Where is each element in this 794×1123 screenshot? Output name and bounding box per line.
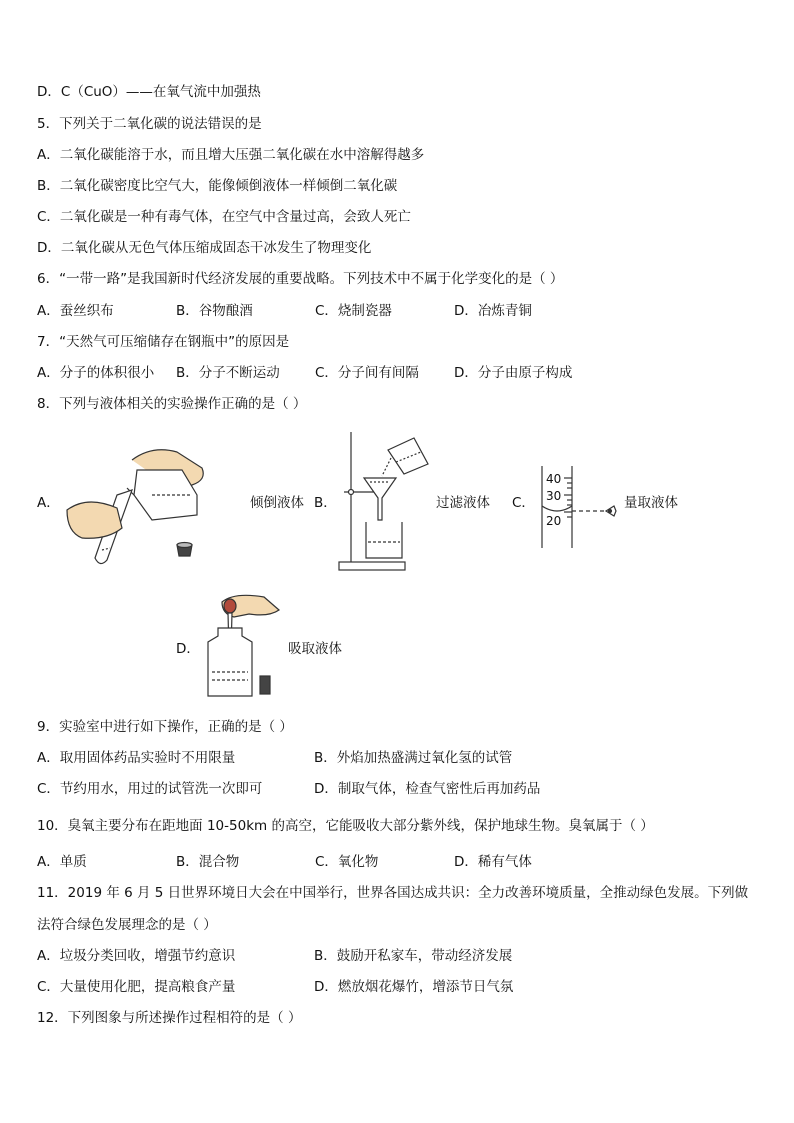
q5-option-a: A．二氧化碳能溶于水，而且增大压强二氧化碳在水中溶解得越多 xyxy=(37,147,425,163)
q6-option-b: B．谷物酿酒 xyxy=(176,303,253,319)
q9-option-b: B．外焰加热盛满过氧化氢的试管 xyxy=(314,750,513,766)
q9-option-c: C．节约用水，用过的试管洗一次即可 xyxy=(37,781,263,797)
q8-option-d-caption: 吸取液体 xyxy=(288,641,342,657)
q10-option-b: B．混合物 xyxy=(176,854,240,870)
cylinder-tick-40: 40 xyxy=(546,472,562,486)
q6-stem: 6．“一带一路”是我国新时代经济发展的重要战略。下列技术中不属于化学变化的是（ ） xyxy=(37,271,564,287)
q9-option-d: D．制取气体，检查气密性后再加药品 xyxy=(314,781,541,797)
q8-option-b-caption: 过滤液体 xyxy=(436,495,490,511)
q7-option-b: B．分子不断运动 xyxy=(176,365,280,381)
q11-stem-line1: 11．2019 年 6 月 5 日世界环境日大会在中国举行，世界各国达成共识：全力改善环境质量，全推动绿色发展。下列做 xyxy=(37,885,749,901)
q8-stem: 8．下列与液体相关的实验操作正确的是（ ） xyxy=(37,396,307,412)
q11-option-d: D．燃放烟花爆竹，增添节日气氛 xyxy=(314,979,514,995)
q7-option-a: A．分子的体积很小 xyxy=(37,365,155,381)
q11-option-a: A．垃圾分类回收，增强节约意识 xyxy=(37,948,236,964)
cylinder-tick-20: 20 xyxy=(546,514,562,528)
q11-option-b: B．鼓励开私家车，带动经济发展 xyxy=(314,948,513,964)
q12-stem: 12．下列图象与所述操作过程相符的是（ ） xyxy=(37,1010,302,1026)
pouring-liquid-figure xyxy=(62,440,212,570)
q9-stem: 9．实验室中进行如下操作，正确的是（ ） xyxy=(37,719,293,735)
q10-option-a: A．单质 xyxy=(37,854,87,870)
cylinder-tick-30: 30 xyxy=(546,489,562,503)
q6-option-a: A．蚕丝织布 xyxy=(37,303,114,319)
q4-option-d: D．C（CuO）——在氧气流中加强热 xyxy=(37,84,261,100)
q6-option-c: C．烧制瓷器 xyxy=(315,303,392,319)
q9-option-a: A．取用固体药品实验时不用限量 xyxy=(37,750,236,766)
q7-option-c: C．分子间有间隔 xyxy=(315,365,419,381)
q7-stem: 7．“天然气可压缩储存在钢瓶中”的原因是 xyxy=(37,334,290,350)
q10-option-c: C．氧化物 xyxy=(315,854,379,870)
q10-option-d: D．稀有气体 xyxy=(454,854,532,870)
q11-option-c: C．大量使用化肥，提高粮食产量 xyxy=(37,979,236,995)
q5-option-b: B．二氧化碳密度比空气大，能像倾倒液体一样倾倒二氧化碳 xyxy=(37,178,398,194)
q8-option-c-letter: C． xyxy=(512,495,535,511)
dropper-figure xyxy=(204,592,284,702)
q8-option-b-letter: B． xyxy=(314,495,337,511)
q10-stem: 10．臭氧主要分布在距地面 10-50km 的高空，它能吸收大部分紫外线，保护地球生物。臭氧属于（ ） xyxy=(37,818,654,834)
q6-option-d: D．冶炼青铜 xyxy=(454,303,532,319)
q8-option-a-caption: 倾倒液体 xyxy=(250,495,304,511)
q7-option-d: D．分子由原子构成 xyxy=(454,365,573,381)
q8-option-d-letter: D． xyxy=(176,641,200,657)
q11-stem-line2: 法符合绿色发展理念的是（ ） xyxy=(37,917,217,933)
q8-option-c-caption: 量取液体 xyxy=(624,495,678,511)
filtering-figure xyxy=(336,430,436,575)
q8-option-a-letter: A． xyxy=(37,495,60,511)
q5-option-c: C．二氧化碳是一种有毒气体，在空气中含量过高，会致人死亡 xyxy=(37,209,411,225)
q5-stem: 5．下列关于二氧化碳的说法错误的是 xyxy=(37,116,262,132)
q5-option-d: D．二氧化碳从无色气体压缩成固态干冰发生了物理变化 xyxy=(37,240,372,256)
